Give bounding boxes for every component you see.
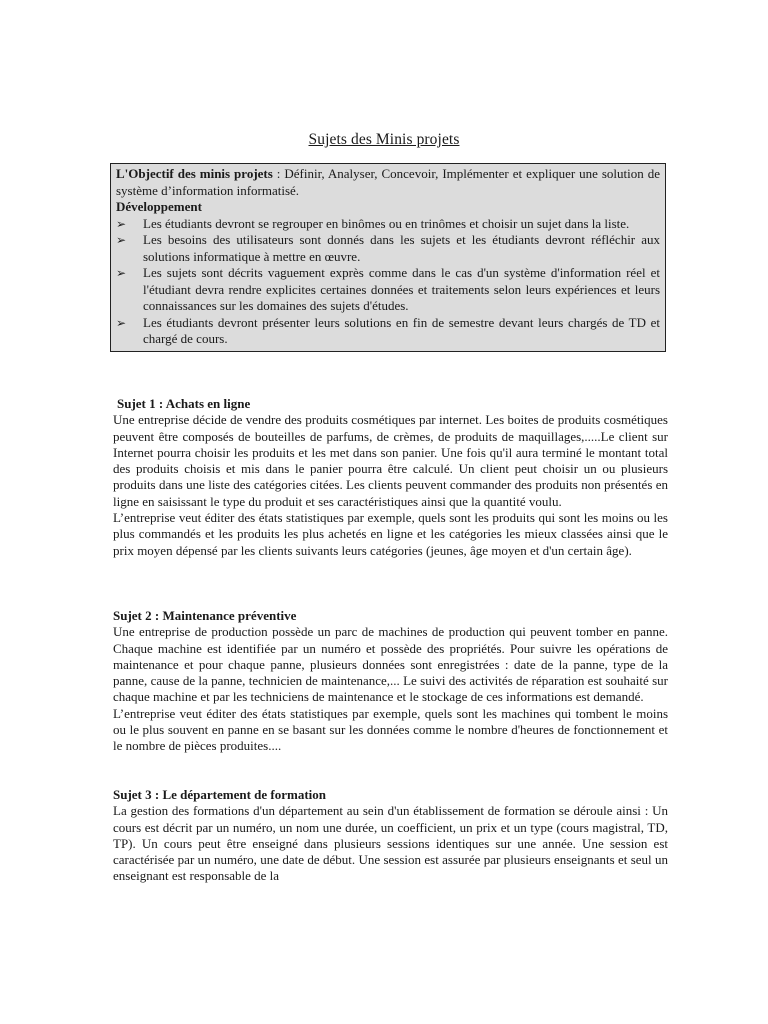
objective-text: : Définir, Analyser, Concevoir, Implémenter et expliquer une solution de système d’information informatisé.	[116, 166, 660, 198]
list-item: ➢ Les étudiants devront se regrouper en binômes ou en trinômes et choisir un sujet dans la liste.	[116, 215, 630, 231]
arrow-bullet-icon: ➢	[116, 216, 127, 231]
subject-heading: Sujet 3 : Le département de formation	[113, 787, 327, 802]
subject-1	[113, 396, 668, 559]
development-heading: Développement	[116, 199, 202, 214]
subject-heading: Sujet 1 : Achats en ligne	[117, 396, 251, 411]
subject-paragraph: Une entreprise de production possède un parc de machines de production qui peuvent tomber en panne. Chaque machine est identifiée par un numéro et possède des propriétés. Pour suivre les opérations de maintenance et pour chaque panne, plusieurs données sont enregistrées : date de la panne, type de la panne, cause de la panne, technicien de maintenance,... Le suivi des activités de réparation est souhaité sur chaque machine et par les techniciens de maintenance et le stockage de ces informations est demandé.	[113, 624, 668, 705]
subject-paragraph: L’entreprise veut éditer des états statistiques par exemple, quels sont les machines qui tombent le moins ou le plus souvent en panne en se basant sur les données comme le nombre d'heures de fonctionnement et le nombre de pièces produites....	[113, 705, 668, 754]
list-item: ➢ Les besoins des utilisateurs sont donnés dans les sujets et les étudiants devront réfléchir aux solutions informatique à mettre en œuvre.	[116, 232, 660, 264]
subject-paragraph: La gestion des formations d'un département au sein d'un établissement de formation se déroule ainsi : Un cours est décrit par un numéro, un nom une durée, un coefficient, un prix et un type (cours magistral, TD, TP). Un cours peut être enseigné dans plusieurs sessions identiques sur une année. Une session est caractérisée par un numéro, une date de début. Une session est assurée par plusieurs enseignants et seul un enseignant est responsable de la	[113, 803, 668, 884]
objective-label: L'Objectif des minis projets	[116, 166, 273, 181]
list-item: ➢ Les étudiants devront présenter leurs solutions en fin de semestre devant leurs chargés de TD et chargé de cours.	[116, 314, 660, 346]
objective-box	[110, 163, 666, 352]
arrow-bullet-icon: ➢	[116, 266, 127, 280]
list-item: ➢ Les sujets sont décrits vaguement exprès comme dans le cas d'un système d'information réel et l'étudiant devra rendre explicites certaines données et traitements selon leurs expériences et leurs connaissances sur les domaines des sujets d'études.	[116, 265, 660, 313]
arrow-bullet-icon: ➢	[116, 233, 127, 247]
subject-paragraph: Une entreprise décide de vendre des produits cosmétiques par internet. Les boites de produits cosmétiques peuvent être composés de bouteilles de parfums, de crèmes, de produits de maquillages,.....Le client sur Internet pourra choisir les produits et les met dans son panier. Une fois qu'il aura terminé le montant total des produits choisis et mis dans le panier pourra être calculé. Un client peut choisir un ou plusieurs produits dans une liste des catégories citées. Les clients peuvent commander des produits non présentés en ligne en saisissant le type du produit et ses caractéristiques ainsi que la quantité voulu.	[113, 412, 668, 509]
objective-paragraph	[116, 166, 660, 199]
subject-heading: Sujet 2 : Maintenance préventive	[113, 608, 297, 623]
subject-3	[113, 787, 668, 885]
arrow-bullet-icon: ➢	[116, 315, 127, 330]
subject-2	[113, 608, 668, 755]
page-title: Sujets des Minis projets	[308, 131, 460, 148]
development-bullets	[116, 216, 660, 348]
subject-paragraph: L’entreprise veut éditer des états statistiques par exemple, quels sont les produits qui sont les moins ou les plus commandés et les produits les plus achetés en ligne et les catégories les mieux classées ainsi que le prix moyen dépensé par les clients suivants leurs catégories (jeunes, âge moyen et d'un certain âge).	[113, 510, 668, 558]
